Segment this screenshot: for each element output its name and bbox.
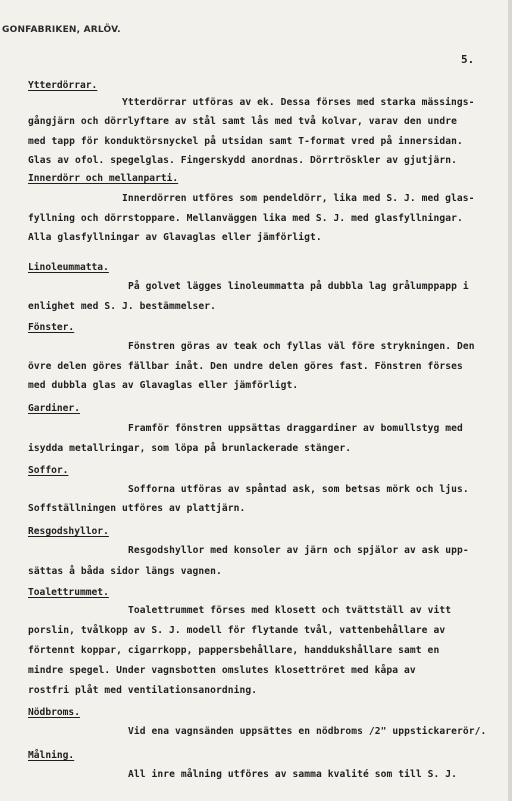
text-line: isydda metallringar, som löpa på brunlackerade stänger. bbox=[28, 443, 352, 454]
text-line: Sofforna utföras av spåntad ask, som betsas mörk och ljus. bbox=[128, 484, 469, 495]
text-line: Alla glasfyllningar av Glavaglas eller jämförligt. bbox=[28, 232, 322, 243]
text-line: övre delen göres fällbar inåt. Den undre delen göres fast. Fönstren förses bbox=[28, 361, 463, 372]
text-line: förtennt koppar, cigarrkopp, pappersbehållare, handdukshållare samt en bbox=[28, 645, 440, 656]
section-heading: Toalettrummet. bbox=[28, 587, 109, 598]
text-line: All inre målning utföres av samma kvalité som till S. J. bbox=[128, 769, 458, 780]
text-line: mindre spegel. Under vagnsbotten omslutes klosettröret med kåpa av bbox=[28, 665, 416, 676]
text-line: rostfri plåt med ventilationsanordning. bbox=[28, 685, 258, 696]
section-heading: Gardiner. bbox=[28, 403, 80, 414]
section-heading: Resgodshyllor. bbox=[28, 526, 109, 537]
section-heading: Målning. bbox=[28, 750, 75, 761]
text-line: Fönstren göras av teak och fyllas väl före strykningen. Den bbox=[128, 341, 475, 352]
text-line: Resgodshyllor med konsoler av järn och spjälor av ask upp- bbox=[128, 545, 469, 556]
text-line: med dubbla glas av Glavaglas eller jämförligt. bbox=[28, 380, 299, 391]
text-line: Vid ena vagnsänden uppsättes en nödbroms /2" uppstickarerör/. bbox=[128, 726, 487, 737]
text-line: Framför fönstren uppsättas draggardiner av bomullstyg med bbox=[128, 423, 463, 434]
text-line: Innerdörren utföres som pendeldörr, lika med S. J. med glas- bbox=[122, 193, 475, 204]
text-line: med tapp för konduktörsnyckel på utsidan samt T-format vred på innersidan. bbox=[28, 136, 463, 147]
scan-edge bbox=[508, 0, 512, 801]
text-line: Toalettrummet förses med klosett och tvättställ av vitt bbox=[128, 605, 452, 616]
section-heading: Ytterdörrar. bbox=[28, 80, 98, 91]
text-line: sättas å båda sidor längs vagnen. bbox=[28, 566, 222, 577]
text-line: Ytterdörrar utföras av ek. Dessa förses med starka mässings- bbox=[122, 97, 475, 108]
text-line: porslin, tvålkopp av S. J. modell för flytande tvål, vattenbehållare av bbox=[28, 625, 446, 636]
text-line: fyllning och dörrstoppare. Mellanväggen lika med S. J. med glasfyllningar. bbox=[28, 213, 463, 224]
text-line: enlighet med S. J. bestämmelser. bbox=[28, 301, 217, 312]
text-line: Soffställningen utföres av plattjärn. bbox=[28, 503, 246, 514]
section-heading: Soffor. bbox=[28, 465, 69, 476]
section-heading: Nödbroms. bbox=[28, 707, 80, 718]
text-line: På golvet lägges linoleummatta på dubbla lag grålumppapp i bbox=[128, 281, 469, 292]
text-line: Glas av ofol. spegelglas. Fingerskydd anordnas. Dörrtröskler av gjutjärn. bbox=[28, 155, 457, 166]
letterhead: GONFABRIKEN, ARLÖV. bbox=[2, 25, 121, 35]
section-heading: Linoleummatta. bbox=[28, 262, 109, 273]
section-heading: Innerdörr och mellanparti. bbox=[28, 173, 179, 184]
page-number: 5. bbox=[461, 53, 475, 66]
section-heading: Fönster. bbox=[28, 322, 75, 333]
text-line: gångjärn och dörrlyftare av stål samt lås med två kolvar, varav den undre bbox=[28, 116, 457, 127]
